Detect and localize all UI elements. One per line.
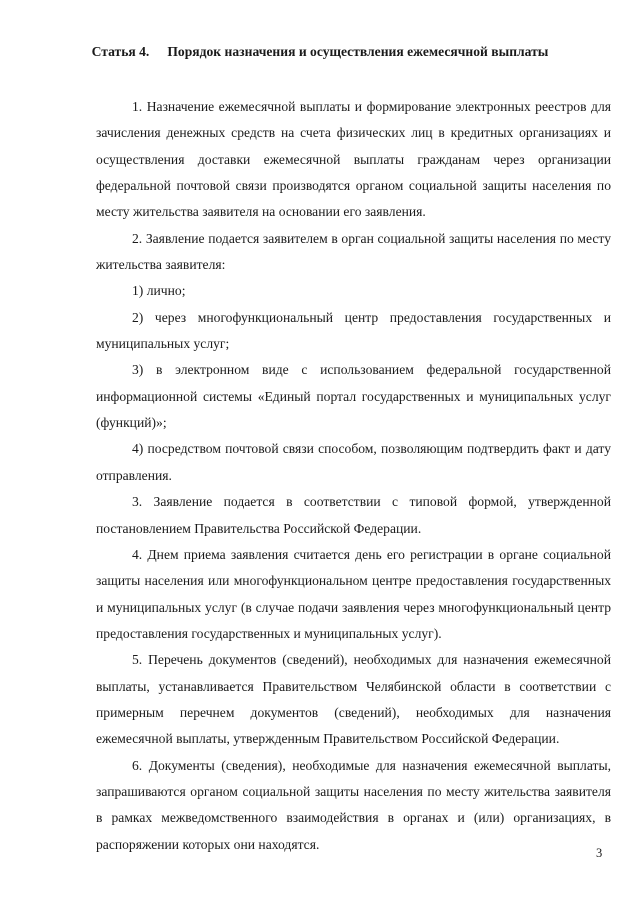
paragraph-2: 2. Заявление подается заявителем в орган социальной защиты населения по месту жительства заявителя: [96,230,611,273]
article-heading [0,44,640,60]
article-number: Статья 4. [91,44,150,59]
list-item-1: 1) лично; [132,283,186,299]
paragraph-1: 1. Назначение ежемесячной выплаты и формирование электронных реестров для зачисления денежных средств на счета физических лиц в кредитных организациях и осуществления доставки ежемесячной выплаты гражданам через организации федеральной почтовой связи производятся органом социальной защиты населения по месту жительства заявителя на основании его заявления. [96,99,611,220]
list-item-2: 2) через многофункциональный центр предоставления государственных и муниципальных услуг; [96,309,611,352]
paragraph-4: 4. Днем приема заявления считается день его регистрации в органе социальной защиты населения или многофункциональном центре предоставления государственных и муниципальных услуг (в случае подачи заявления через многофункциональный центр предоставления государственных и муниципальных услуг). [96,546,611,641]
paragraph-5: 5. Перечень документов (сведений), необходимых для назначения ежемесячной выплаты, устанавливается Правительством Челябинской области в соответствии с примерным перечнем документов (сведений), необходимых для назначения ежемесячной выплаты, утвержденным Правительством Российской Федерации. [96,652,611,747]
article-body [96,94,611,858]
list-item-3: 3) в электронном виде с использованием федеральной государственной информационной системы «Единый портал государственных и муниципальных услуг (функций)»; [96,362,611,431]
paragraph-3: 3. Заявление подается в соответствии с типовой формой, утвержденной постановлением Правительства Российской Федерации. [96,494,611,536]
page-number: 3 [596,846,603,860]
list-item-4: 4) посредством почтовой связи способом, позволяющим подтвердить факт и дату отправления. [96,441,611,483]
paragraph-6: 6. Документы (сведения), необходимые для назначения ежемесячной выплаты, запрашиваются органом социальной защиты населения по месту жительства заявителя в рамках межведомственного взаимодействия в органах и (или) организациях, в распоряжении которых они находятся. [96,757,611,852]
article-title: Порядок назначения и осуществления ежемесячной выплаты [167,44,549,59]
